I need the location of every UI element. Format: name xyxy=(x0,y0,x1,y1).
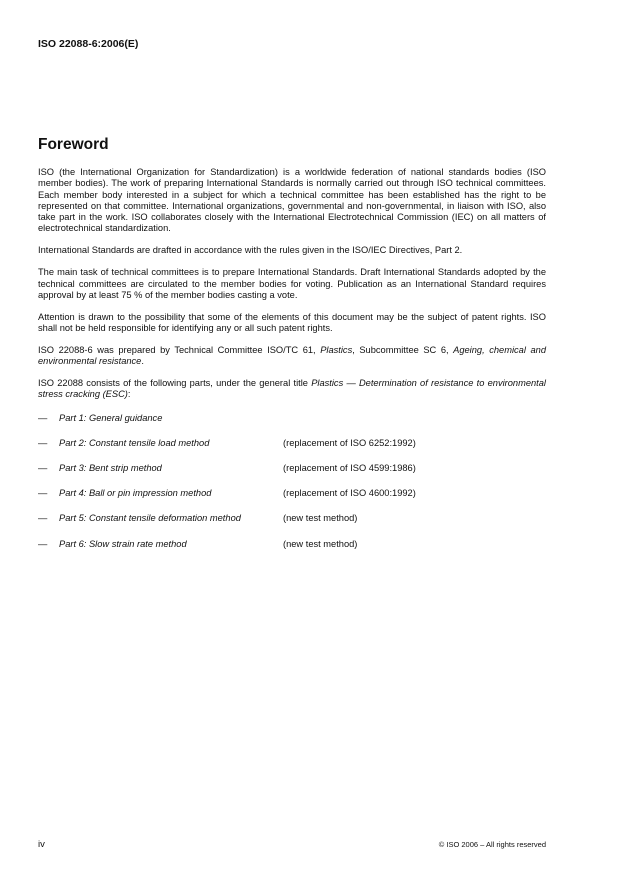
list-item xyxy=(38,438,546,463)
subcommittee-text: , Subcommittee SC 6, xyxy=(352,344,454,355)
paragraph-parts-intro xyxy=(38,378,546,401)
part-title: Part 5: Constant tensile deformation method xyxy=(59,513,241,524)
copyright-notice: © ISO 2006 – All rights reserved xyxy=(438,840,546,849)
paragraph-prepared-by xyxy=(38,345,546,368)
part-note: (replacement of ISO 4600:1992) xyxy=(283,488,416,499)
document-identifier: ISO 22088-6:2006(E) xyxy=(38,38,139,50)
em-dash: — xyxy=(38,538,48,549)
prepared-by-text: ISO 22088-6 was prepared by Technical Committee ISO/TC 61, xyxy=(38,344,321,355)
list-item xyxy=(38,513,546,538)
paragraph-committees-task: The main task of technical committees is to prepare International Standards. Draft International Standards adopted by the technical committees are circulated to the member bodies for voting. Publication as an International Standard requires approval by at least 75 % of the member bodies casting a vote. xyxy=(38,267,546,300)
foreword-body xyxy=(38,167,546,564)
em-dash: — xyxy=(38,437,48,448)
em-dash: — xyxy=(38,412,48,423)
period: . xyxy=(141,356,144,367)
part-title: Part 4: Ball or pin impression method xyxy=(59,488,212,499)
paragraph-directives: International Standards are drafted in accordance with the rules given in the ISO/IEC Directives, Part 2. xyxy=(38,245,463,256)
part-note: (new test method) xyxy=(283,513,358,524)
paragraph-iso-overview: ISO (the International Organization for Standardization) is a worldwide federation of national standards bodies (ISO member bodies). The work of preparing International Standards is normally carried out through ISO technical committees. Each member body interested in a subject for which a technical committee has been established has the right to be represented on that committee. International organizations, governmental and non-governmental, in liaison with ISO, also take part in the work. ISO collaborates closely with the International Electrotechnical Commission (IEC) on all matters of electrotechnical standardization. xyxy=(38,167,546,234)
part-note: (replacement of ISO 6252:1992) xyxy=(283,437,416,448)
page-title: Foreword xyxy=(38,136,109,153)
part-note: (replacement of ISO 4599:1986) xyxy=(283,463,416,474)
em-dash: — xyxy=(38,488,48,499)
list-item xyxy=(38,413,546,438)
part-note: (new test method) xyxy=(283,538,358,549)
parts-intro-text: ISO 22088 consists of the following parts, under the general title xyxy=(38,378,312,389)
part-title: Part 2: Constant tensile load method xyxy=(59,437,210,448)
subcommittee-name: Ageing, chemical and environmental resistance xyxy=(38,344,546,367)
list-item xyxy=(38,488,546,513)
list-item xyxy=(38,463,546,488)
committee-name: Plastics xyxy=(320,344,353,355)
paragraph-patent-rights: Attention is drawn to the possibility that some of the elements of this document may be the subject of patent rights. ISO shall not be held responsible for identifying any or all such patent rights. xyxy=(38,311,546,334)
part-title: Part 1: General guidance xyxy=(59,412,163,423)
part-title: Part 3: Bent strip method xyxy=(59,463,162,474)
page-number: iv xyxy=(38,839,45,850)
em-dash: — xyxy=(38,513,48,524)
parts-list xyxy=(38,413,546,564)
colon: : xyxy=(127,389,131,400)
part-title: Part 6: Slow strain rate method xyxy=(59,538,187,549)
general-title: Plastics — Determination of resistance to environmental stress cracking (ESC) xyxy=(38,378,546,400)
list-item xyxy=(38,539,546,564)
em-dash: — xyxy=(38,463,48,474)
